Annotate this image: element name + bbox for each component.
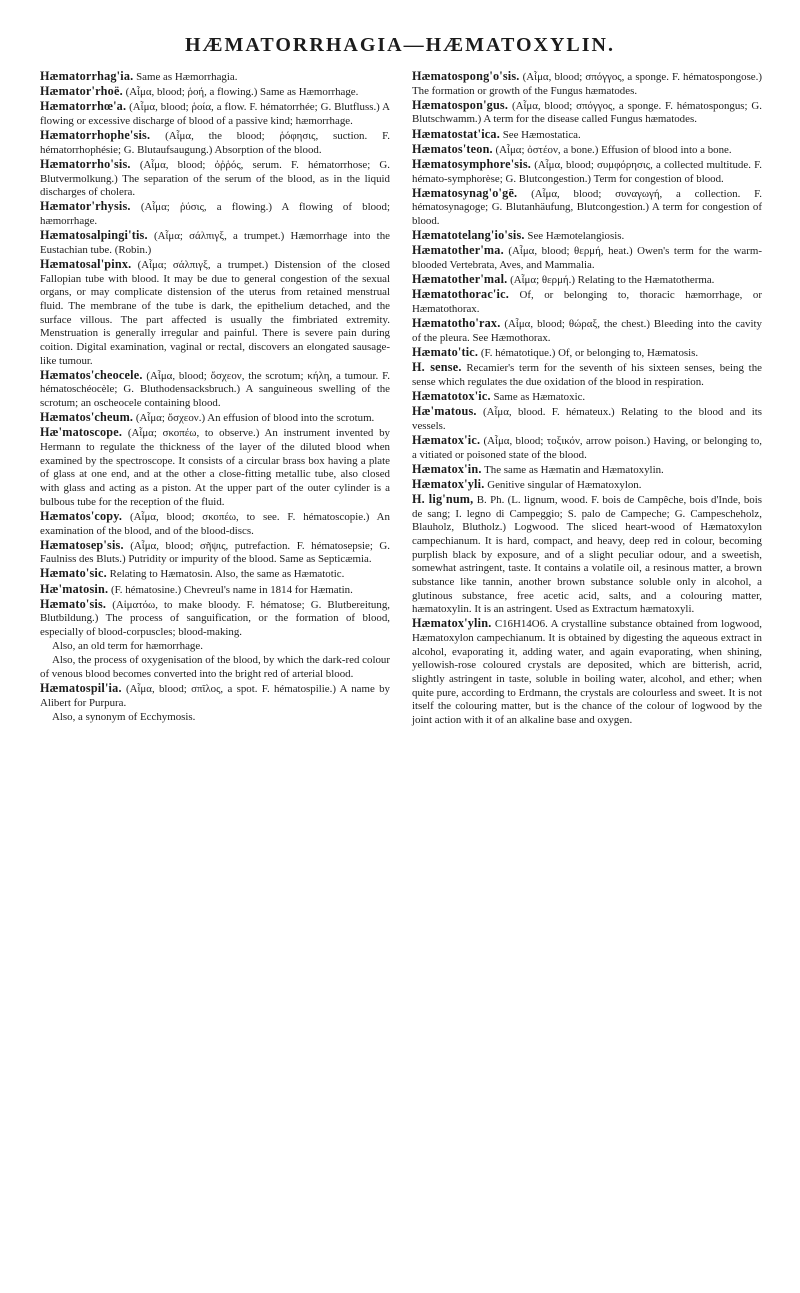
entry-definition: (Αἷμα, blood; σπόγγος, a sponge. F. hématospongose.) The formation or growth of the Fungus hæmatodes.	[412, 71, 762, 97]
entry-definition: See Hæmotelangiosis.	[527, 230, 625, 243]
entry-definition: The same as Hæmatin and Hæmatoxylin.	[484, 463, 664, 476]
dictionary-entry	[412, 617, 762, 727]
entry-headword: Hæ'matoscope.	[40, 425, 123, 440]
entry-definition: (Αἷμα; σάλπιγξ, a trumpet.) Distension of the closed Fallopian tube with blood. It may be due to general congestion of the sexual organs, or may complicate distension of the uterus from retained menstrual fluid. The membrane of the tube is dark, the epithelium detached, and the surface villous. The part affected is usually the fimbriated extremity. Menstruation is generally irregular and painful. There is severe pain during coition. Digital examination, vaginal or rectal, discovers an elongated sausage-like tumour.	[40, 259, 390, 367]
entry-definition: (Αἷμα, blood; ῥοή, a flowing.) Same as Hæmorrhage.	[125, 86, 359, 99]
dictionary-entry	[412, 478, 762, 493]
entry-definition: B. Ph. (L. lignum, wood. F. bois de Campêche, bois d'Inde, bois de sang; I. legno di Campeggio; S. palo de Campeche; G. Campescheholz, Blauholz, Blutholz.) Logwood. The sliced heart-wood of Hæmatoxylon campechianum. It is hard, compact, and heavy, deep red in colour, becoming purplish black by exposure, and of a slight peculiar odour, and a sweetish, somewhat astringent, taste. It contains a volatile oil, a resinous matter, a brown substance like tannin, another brown substance soluble only in alcohol, a glutinous substance, free acetic acid, salts, and a colouring matter, hæmatoxylin. It is an astringent. Used as Extractum hæmatoxyli.	[412, 494, 763, 616]
entry-definition: (Αἷμα, the blood; ῥόφησις, suction. F. hématorrhophésie; G. Blutaufsaugung.) Absorption of the blood.	[40, 130, 390, 156]
entry-definition: C16H14O6. A crystalline substance obtained from logwood, Hæmatoxylon campechianum. It is obtained by digesting the aqueous extract in alcohol, evaporating it, adding water, and again evaporating, when shining, yellowish-rose coloured crystals are deposited, which are bitterish, acrid, slightly astringent in taste, soluble in boiling water, alcohol, and ether; when quite pure, according to Erdmann, the crystals are colourless and sweet. It is not itself the colouring matter, but is the chance of the colour of logwood by the joint action with it of an alkaline base and oxygen.	[412, 618, 762, 727]
dictionary-entry	[412, 187, 762, 229]
entry-headword: Hæmatothorac'ic.	[412, 287, 509, 302]
dictionary-entry	[412, 143, 762, 158]
dictionary-entry	[412, 244, 762, 272]
entry-definition: (Αἷμα, blood; σῆψις, putrefaction. F. hématosepsie; G. Faulniss des Bluts.) Putridity or impurity of the blood. Same as Septicæmia.	[40, 539, 390, 566]
dictionary-entry	[40, 426, 390, 509]
entry-definition: (Αἷμα, blood; θερμή, heat.) Owen's term for the warm-blooded Vertebrata, Aves, and Mammalia.	[412, 245, 762, 272]
entry-definition: Recamier's term for the seventh of his sixteen senses, being the sense which regulates the due oxidation of the blood in respiration.	[412, 362, 762, 388]
dictionary-entry	[40, 200, 390, 228]
entry-definition: Genitive singular of Hæmatoxylon.	[487, 478, 642, 491]
dictionary-entry	[412, 288, 762, 316]
dictionary-entry	[412, 128, 762, 143]
entry-definition: Also, a synonym of Ecchymosis.	[52, 711, 196, 724]
dictionary-entry	[40, 711, 390, 725]
dictionary-entry	[40, 598, 390, 640]
dictionary-entry	[40, 158, 390, 200]
entry-definition: (Αἱματόω, to make bloody. F. hématose; G. Blutbereitung, Blutbildung.) The process of sanguification, or the formation of blood, especially of blood-corpuscles; blood-making.	[40, 598, 390, 639]
entry-definition: Relating to Hæmatosin. Also, the same as Hæmatotic.	[109, 568, 345, 581]
dictionary-entry	[412, 158, 762, 186]
entry-definition: (Αἷμα, blood. F. hémateux.) Relating to the blood and its vessels.	[412, 406, 762, 432]
entry-definition: (Αἷμα; ὄσχεον.) An effusion of blood into the scrotum.	[135, 412, 375, 425]
entry-headword: Hæmatospon'gus.	[412, 97, 509, 112]
entry-headword: Hæmatosalpingi'tis.	[40, 228, 148, 243]
entry-headword: Hæmato'sic.	[40, 566, 107, 581]
dictionary-entry	[40, 229, 390, 257]
entry-definition: (Αἷμα, blood; θώραξ, the chest.) Bleeding into the cavity of the pleura. See Hæmothorax.	[412, 318, 762, 344]
dictionary-entry	[412, 434, 762, 462]
entry-headword: Hæmatosal'pinx.	[40, 257, 132, 272]
entry-definition: (Αἷμα; ὀστέον, a bone.) Effusion of blood into a bone.	[495, 143, 732, 156]
entry-definition: (Αἷμα; σάλπιγξ, a trumpet.) Hæmorrhage into the Eustachian tube. (Robin.)	[40, 230, 390, 256]
entry-definition: (Αἷμα, blood; σπῖλος, a spot. F. hématospilie.) A name by Alibert for Purpura.	[40, 683, 390, 709]
page-title: HÆMATORRHAGIA—HÆMATOXYLIN.	[185, 34, 615, 56]
entry-headword: Hæmatox'in.	[412, 461, 482, 476]
entry-definition: Same as Hæmatoxic.	[493, 390, 586, 403]
entry-headword: Hæmatos'cheum.	[40, 410, 134, 425]
entry-definition: (Αἷμα, blood; σκοπέω, to see. F. hématoscopie.) An examination of the blood, and of the blood-discs.	[40, 510, 390, 537]
dictionary-entry	[40, 100, 390, 128]
dictionary-entry	[412, 361, 762, 389]
entry-headword: Hæmatosynag'o'gē.	[412, 185, 518, 200]
entry-definition: Of, or belonging to, thoracic hæmorrhage, or Hæmatothorax.	[412, 289, 762, 315]
entry-headword: Hæmato'sis.	[40, 596, 107, 611]
entry-headword: Hæ'matosin.	[40, 581, 109, 596]
entry-headword: Hæmatotox'ic.	[412, 388, 491, 403]
dictionary-entry	[40, 258, 390, 368]
entry-headword: Hæmatorrhophe'sis.	[40, 128, 151, 143]
dictionary-entry	[40, 85, 390, 100]
entry-headword: Hæmatos'teon.	[412, 141, 493, 156]
left-column	[40, 70, 390, 725]
entry-headword: Hæmatox'ylin.	[412, 616, 492, 631]
entry-definition: Same as Hæmorrhagia.	[136, 71, 238, 83]
entry-definition: Also, an old term for hæmorrhage.	[52, 640, 203, 653]
dictionary-entry	[40, 682, 390, 710]
entry-definition: (Αἷμα, blood; συμφόρησις, a collected multitude. F. hémato-symphorèse; G. Blutcongestion.) Term for congestion of blood.	[412, 158, 762, 185]
dictionary-entry	[40, 583, 390, 598]
dictionary-entry	[412, 273, 762, 288]
entry-headword: Hæmatotho'rax.	[412, 316, 501, 331]
entry-headword: Hæmatos'copy.	[40, 508, 123, 523]
entry-definition: (Αἷμα; ῥύσις, a flowing.) A flowing of blood; hæmorrhage.	[40, 201, 390, 228]
dictionary-entry	[40, 539, 390, 567]
right-column	[412, 70, 762, 728]
entry-definition: (Αἷμα, blood; ῥοία, a flow. F. hématorrhée; G. Blutfluss.) A flowing or excessive discharge of blood of a passive kind; hæmorrhage.	[40, 101, 390, 127]
dictionary-entry	[412, 390, 762, 405]
dictionary-entry	[412, 317, 762, 345]
entry-headword: Hæmatox'ic.	[412, 432, 481, 447]
entry-headword: Hæmatother'mal.	[412, 272, 508, 287]
entry-definition: Also, the process of oxygenisation of the blood, by which the dark-red colour of venous blood becomes converted into the bright red of arterial blood.	[40, 654, 390, 681]
entry-definition: (Αἷμα, blood; συναγωγή, a collection. F. hématosynagoge; G. Blutanhäufung, Blutcongestion.) A term for congestion of blood.	[412, 187, 762, 228]
entry-headword: Hæmatorrhœ'a.	[40, 99, 127, 114]
entry-definition: See Hæmostatica.	[502, 128, 581, 141]
dictionary-entry	[40, 369, 390, 411]
dictionary-entry	[40, 567, 390, 582]
dictionary-entry	[412, 70, 762, 98]
entry-headword: Hæmatorrho'sis.	[40, 156, 131, 171]
dictionary-entry	[40, 411, 390, 426]
dictionary-entry	[40, 640, 390, 654]
entry-headword: Hæmator'rhysis.	[40, 199, 131, 214]
dictionary-entry	[412, 463, 762, 478]
entry-headword: Hæmatospong'o'sis.	[412, 69, 520, 83]
dictionary-entry	[40, 510, 390, 538]
entry-headword: Hæmato'tic.	[412, 344, 479, 359]
entry-headword: Hæ'matous.	[412, 404, 477, 419]
entry-headword: Hæmatostat'ica.	[412, 126, 500, 141]
entry-definition: (Αἷμα, blood; ὄσχεον, the scrotum; κήλη, a tumour. F. hématoschéocèle; G. Bluthodensacksbruch.) A sanguineous swelling of the scrotum; an oscheocele containing blood.	[40, 369, 390, 410]
entry-definition: (Αἷμα; σκοπέω, to observe.) An instrument invented by Hermann to regulate the thickness of the layer of the diluted blood when examined by the spectroscope. It consists of a circular brass box having a plate of glass at one end, and at the other a close-fitting metallic tube, also closed with glass and acting as a piston. At the upper part of the outer cylinder is a bulbous tube for the reception of the fluid.	[40, 427, 390, 508]
entry-headword: Hæmatox'yli.	[412, 476, 485, 491]
dictionary-entry	[412, 493, 762, 617]
entry-headword: Hæmatosep'sis.	[40, 537, 124, 552]
entry-definition: (Αἷμα, blood; τοξικόν, arrow poison.) Having, or belonging to, a vitiated or poisoned state of the blood.	[412, 434, 762, 461]
dictionary-entry	[412, 229, 762, 244]
entry-headword: Hæmatosymphore'sis.	[412, 156, 532, 171]
entry-definition: (Αἷμα, blood; ὀῤῥός, serum. F. hématorrhose; G. Blutvermolkung.) The separation of the serum of the blood, as in the liquid discharges of cholera.	[40, 158, 390, 199]
dictionary-entry	[412, 405, 762, 433]
dictionary-entry	[412, 99, 762, 127]
entry-headword: H. lig'num,	[412, 492, 474, 507]
entry-headword: Hæmator'rhoë.	[40, 84, 123, 99]
dictionary-entry	[412, 346, 762, 361]
entry-headword: Hæmatotelang'io'sis.	[412, 228, 525, 243]
entry-headword: H. sense.	[412, 360, 462, 375]
entry-definition: (F. hématosine.) Chevreul's name in 1814 for Hæmatin.	[110, 583, 353, 596]
entry-definition: (F. hématotique.) Of, or belonging to, Hæmatosis.	[480, 346, 699, 359]
entry-headword: Hæmatorrhag'ia.	[40, 69, 134, 83]
entry-headword: Hæmatospil'ia.	[40, 681, 122, 696]
entry-headword: Hæmatos'cheocele.	[40, 367, 143, 382]
dictionary-entry	[40, 70, 390, 85]
entry-definition: (Αἷμα, blood; σπόγγος, a sponge. F. hématospongus; G. Blutschwamm.) A term for the disease called Fungus hæmatodes.	[412, 99, 762, 126]
dictionary-entry	[40, 129, 390, 157]
entry-headword: Hæmatother'ma.	[412, 243, 504, 258]
dictionary-entry	[40, 654, 390, 681]
entry-definition: (Αἷμα; θερμή.) Relating to the Hæmatotherma.	[510, 274, 715, 287]
